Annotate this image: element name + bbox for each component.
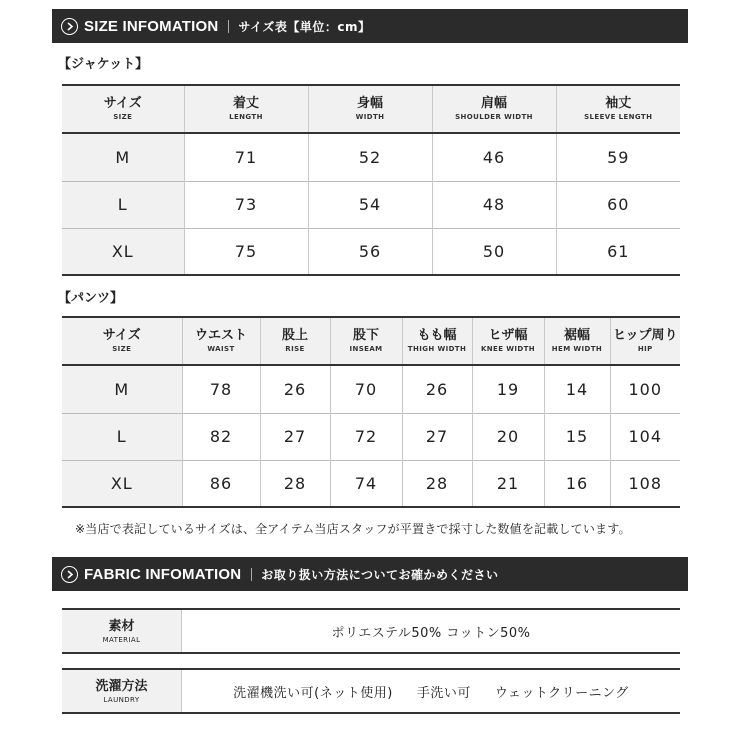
value-cell: 72 bbox=[330, 413, 402, 460]
chevron-right-circle-icon bbox=[61, 18, 78, 35]
value-cell: 14 bbox=[544, 365, 610, 413]
table-row bbox=[62, 133, 680, 181]
pants-header-cell: ヒップ周り HIP bbox=[610, 317, 680, 365]
jacket-size-table bbox=[62, 84, 680, 276]
size-cell: XL bbox=[62, 460, 182, 507]
value-cell: 54 bbox=[308, 181, 432, 228]
jacket-header-cell: 身幅 WIDTH bbox=[308, 85, 432, 133]
value-cell: 48 bbox=[432, 181, 556, 228]
jacket-header-cell: サイズ SIZE bbox=[62, 85, 184, 133]
value-cell: 75 bbox=[184, 228, 308, 275]
material-label-jp: 素材 bbox=[108, 618, 135, 634]
laundry-label bbox=[62, 670, 182, 712]
value-cell: 46 bbox=[432, 133, 556, 181]
value-cell: 15 bbox=[544, 413, 610, 460]
laundry-label-en: LAUNDRY bbox=[103, 695, 140, 704]
value-cell: 27 bbox=[260, 413, 330, 460]
value-cell: 100 bbox=[610, 365, 680, 413]
fabric-info-subtitle: お取り扱い方法についてお確かめください bbox=[261, 567, 499, 582]
pants-header-cell: ウエスト WAIST bbox=[182, 317, 260, 365]
header-divider bbox=[251, 568, 252, 581]
pants-label: 【パンツ】 bbox=[58, 291, 124, 306]
value-cell: 19 bbox=[472, 365, 544, 413]
laundry-row bbox=[62, 668, 680, 714]
value-cell: 104 bbox=[610, 413, 680, 460]
value-cell: 21 bbox=[472, 460, 544, 507]
material-row bbox=[62, 608, 680, 654]
size-info-title: SIZE INFOMATION bbox=[84, 17, 219, 35]
table-row bbox=[62, 181, 680, 228]
value-cell: 50 bbox=[432, 228, 556, 275]
value-cell: 59 bbox=[556, 133, 680, 181]
laundry-method-wet: ウェットクリーニング bbox=[494, 685, 629, 701]
value-cell: 27 bbox=[402, 413, 472, 460]
header-divider bbox=[228, 20, 229, 33]
size-cell: L bbox=[62, 181, 184, 228]
pants-size-table bbox=[62, 316, 680, 508]
size-cell: L bbox=[62, 413, 182, 460]
size-cell: M bbox=[62, 133, 184, 181]
value-cell: 28 bbox=[402, 460, 472, 507]
table-row bbox=[62, 365, 680, 413]
laundry-method-hand: 手洗い可 bbox=[416, 685, 471, 701]
material-label bbox=[62, 610, 182, 652]
size-cell: M bbox=[62, 365, 182, 413]
value-cell: 108 bbox=[610, 460, 680, 507]
fabric-info-title: FABRIC INFOMATION bbox=[84, 565, 242, 583]
pants-header-cell: サイズ SIZE bbox=[62, 317, 182, 365]
laundry-label-jp: 洗濯方法 bbox=[95, 678, 148, 694]
chevron-right-circle-icon bbox=[61, 566, 78, 583]
value-cell: 74 bbox=[330, 460, 402, 507]
jacket-header-cell: 着丈 LENGTH bbox=[184, 85, 308, 133]
value-cell: 71 bbox=[184, 133, 308, 181]
value-cell: 16 bbox=[544, 460, 610, 507]
value-cell: 26 bbox=[402, 365, 472, 413]
table-row bbox=[62, 460, 680, 507]
pants-header-cell: ヒザ幅 KNEE WIDTH bbox=[472, 317, 544, 365]
pants-header-cell: 股上 RISE bbox=[260, 317, 330, 365]
fabric-info-header bbox=[52, 557, 688, 591]
jacket-header-cell: 袖丈 SLEEVE LENGTH bbox=[556, 85, 680, 133]
jacket-header-cell: 肩幅 SHOULDER WIDTH bbox=[432, 85, 556, 133]
material-label-en: MATERIAL bbox=[102, 635, 141, 644]
value-cell: 56 bbox=[308, 228, 432, 275]
value-cell: 78 bbox=[182, 365, 260, 413]
value-cell: 60 bbox=[556, 181, 680, 228]
value-cell: 86 bbox=[182, 460, 260, 507]
value-cell: 20 bbox=[472, 413, 544, 460]
size-cell: XL bbox=[62, 228, 184, 275]
value-cell: 52 bbox=[308, 133, 432, 181]
jacket-label: 【ジャケット】 bbox=[58, 57, 149, 72]
measurement-note: ※当店で表記しているサイズは、全アイテム当店スタッフが平置きで採寸した数値を記載しています。 bbox=[75, 522, 631, 536]
table-row bbox=[62, 413, 680, 460]
value-cell: 61 bbox=[556, 228, 680, 275]
pants-header-cell: 裾幅 HEM WIDTH bbox=[544, 317, 610, 365]
value-cell: 28 bbox=[260, 460, 330, 507]
laundry-value bbox=[182, 670, 680, 712]
jacket-header-row bbox=[62, 85, 680, 133]
value-cell: 82 bbox=[182, 413, 260, 460]
table-row bbox=[62, 228, 680, 275]
pants-header-row bbox=[62, 317, 680, 365]
value-cell: 26 bbox=[260, 365, 330, 413]
pants-header-cell: 股下 INSEAM bbox=[330, 317, 402, 365]
laundry-method-machine: 洗濯機洗い可(ネット使用) bbox=[233, 685, 393, 701]
pants-header-cell: もも幅 THIGH WIDTH bbox=[402, 317, 472, 365]
material-value: ポリエステル50% コットン50% bbox=[331, 625, 531, 641]
size-info-subtitle: サイズ表【単位：cm】 bbox=[238, 19, 371, 34]
value-cell: 73 bbox=[184, 181, 308, 228]
size-info-header bbox=[52, 9, 688, 43]
value-cell: 70 bbox=[330, 365, 402, 413]
